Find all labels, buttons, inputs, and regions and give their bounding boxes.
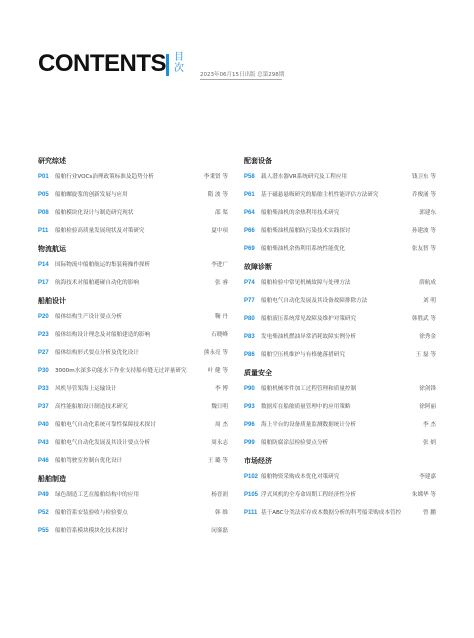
article-title: 船舶驾驶室控制台优化设计: [55, 458, 123, 464]
toc-entry[interactable]: [38, 490, 234, 500]
article-title: 船体结构设计理念及对船舶建造的影响: [55, 332, 151, 338]
article-author: 叶 健 等: [207, 368, 228, 374]
article-title: 船舶螺旋浆的创新发展与应用: [55, 192, 128, 198]
toc-entry[interactable]: [38, 330, 234, 340]
page-number: P93: [244, 404, 255, 410]
article-title: 海上平台的设备质量监测数据统计分析: [261, 422, 357, 428]
page-number: P43: [38, 440, 49, 446]
article-title: 航海技术对船舶避碰自动化的影响: [55, 280, 139, 286]
toc-entry[interactable]: [244, 472, 436, 482]
article-author: 乔俊涌 等: [411, 192, 436, 198]
article-title: 船舶液压系统常见故障及维护对策研究: [261, 316, 357, 322]
article-author: 王 磊 等: [415, 352, 436, 358]
toc-entry[interactable]: [38, 172, 234, 182]
page-number: P37: [38, 404, 49, 410]
issue-divider: [200, 79, 282, 80]
toc-entry[interactable]: [244, 244, 436, 254]
page-number: P08: [38, 210, 49, 216]
toc-entry[interactable]: [38, 312, 234, 322]
article-author: 李秉贤 等: [203, 174, 228, 180]
toc-entry[interactable]: [244, 402, 436, 412]
title-accent-bar: [166, 54, 169, 76]
article-title: 船舶管系模块模块化技术探讨: [55, 528, 128, 534]
toc-section: [244, 456, 436, 518]
article-author: 夏中项: [211, 228, 228, 234]
article-title: 国际物流中船舶航运的集装箱操作探析: [55, 262, 151, 268]
page-number: P55: [38, 528, 49, 534]
page-number: P80: [244, 316, 255, 322]
article-author: 张 炳: [423, 440, 436, 446]
toc-entry[interactable]: [38, 208, 234, 218]
page-number: P69: [244, 246, 255, 252]
section-title: 市场经济: [244, 457, 272, 465]
contents-header: [38, 50, 285, 82]
article-title: 浮式风机的全寿命周期工程经济性分析: [261, 492, 357, 498]
toc-entry[interactable]: [244, 208, 436, 218]
page-number: P58: [244, 174, 255, 180]
toc-entry[interactable]: [244, 384, 436, 394]
toc-entry[interactable]: [38, 190, 234, 200]
article-author: 徐阿丽: [419, 404, 436, 410]
toc-entry[interactable]: [244, 296, 436, 306]
article-title: 发电柴油机燃油异常消耗故障实例分析: [261, 334, 357, 340]
article-author: 张友智 等: [411, 246, 436, 252]
toc-section: [244, 368, 436, 448]
article-author: 钱卫东 等: [411, 174, 436, 180]
toc-entry[interactable]: [244, 314, 436, 324]
article-title: 船舶柴油机船舶防污染技术实践探讨: [261, 228, 351, 234]
article-title: 船体结构形式要点分析及优化设计: [55, 350, 139, 356]
article-title: 基于ABC分类法库存成本数据分析的科考船采购成本管控: [261, 510, 402, 516]
page-number: P49: [38, 492, 49, 498]
article-title: 数据库在船舶质量管理中的应用策略: [261, 404, 351, 410]
page-number: P40: [38, 422, 49, 428]
article-title: 基于磁悬悬吸研究的船舶主机性能评估方法研究: [261, 192, 379, 198]
page-number: P86: [244, 352, 255, 358]
page-number: P30: [38, 368, 49, 374]
article-author: 曾 鹏: [423, 510, 436, 516]
section-title: 船舶制造: [38, 475, 66, 483]
section-title: 船舶设计: [38, 297, 66, 305]
toc-section: [38, 244, 234, 288]
page-number: P46: [38, 458, 49, 464]
page-number: P01: [38, 174, 49, 180]
article-author: 张 睿: [215, 280, 228, 286]
article-title: 船舶模块化设计与制造研究现状: [55, 210, 134, 216]
section-title: 故障诊断: [244, 263, 272, 271]
page-number: P05: [38, 192, 49, 198]
article-author: 徐剑锋: [419, 386, 436, 392]
article-title: 船舶电气自动化系统可靠性保障技术探讨: [55, 422, 156, 428]
article-title: 载人潜水器VR系统研究及工程应用: [261, 174, 348, 180]
section-title: 物流航运: [38, 245, 66, 253]
article-title: 船舶机械零件加工过程管理和质量控制: [261, 386, 357, 392]
article-title: 船舶电气自动化发展及其设计要点分析: [55, 440, 151, 446]
toc-entry[interactable]: [244, 278, 436, 288]
page-number: P111: [244, 510, 258, 516]
toc-entry[interactable]: [38, 348, 234, 358]
article-author: 石晓峰: [211, 332, 228, 338]
toc-entry[interactable]: [38, 226, 234, 236]
page-number: P102: [244, 474, 259, 480]
toc-entry[interactable]: [38, 438, 234, 448]
page-number: P52: [38, 510, 49, 516]
page-number: P66: [244, 228, 255, 234]
toc-section: [38, 474, 234, 536]
page-number: P11: [38, 228, 49, 234]
article-title: 船舶行业VOCs治理政策标准及趋势分析: [55, 174, 154, 180]
page-number: P105: [244, 492, 259, 498]
toc-section: [38, 296, 234, 466]
article-title: 船舶物资采购成本优化对策研究: [261, 474, 340, 480]
article-author: 鞠 丹: [215, 314, 228, 320]
toc-entry[interactable]: [38, 526, 234, 536]
toc-left-column: [38, 156, 234, 544]
article-title: 船体结构生产设计要点分析: [55, 314, 123, 320]
toc-section: [38, 156, 234, 236]
article-title: 船舶检验中常见机械故障与处理方法: [261, 280, 351, 286]
article-author: 李 博: [215, 386, 228, 392]
section-title: 质量安全: [244, 369, 272, 377]
toc-section: [244, 262, 436, 360]
article-author: 魏日明: [211, 404, 228, 410]
article-author: 郭建东: [419, 210, 436, 216]
toc-entry[interactable]: [244, 190, 436, 200]
article-author: 韩胜武 等: [411, 316, 436, 322]
toc-entry[interactable]: [38, 366, 234, 376]
page-number: P77: [244, 298, 255, 304]
page-number: P90: [244, 386, 255, 392]
contents-title: CONTENTS: [38, 50, 166, 77]
article-title: 船舶柴油机的余热利用技术研究: [261, 210, 340, 216]
toc-entry[interactable]: [244, 226, 436, 236]
issue-info: 2023年06月15日出版 总第298期: [200, 72, 285, 78]
article-author: 周 杰: [215, 422, 228, 428]
page-number: P83: [244, 334, 255, 340]
article-author: 薛航成: [419, 280, 436, 286]
article-title: 高性能船舶设计制造技术研究: [55, 404, 128, 410]
article-title: 船舶电气自动化发展及其设备故障排除方法: [261, 298, 368, 304]
toc-entry[interactable]: [244, 332, 436, 342]
toc-entry[interactable]: [38, 420, 234, 430]
article-author: 李建嘉: [419, 474, 436, 480]
page-number: P99: [244, 440, 255, 446]
page-number: P96: [244, 422, 255, 428]
page-number: P20: [38, 314, 49, 320]
article-author: 孙建波 等: [411, 228, 436, 234]
page-number: P14: [38, 262, 49, 268]
toc-entry[interactable]: [38, 508, 234, 518]
article-author: 杨晋润: [211, 492, 228, 498]
page-number: P61: [244, 192, 255, 198]
article-author: 熊永亮 等: [203, 350, 228, 356]
article-author: 刘 明: [423, 298, 436, 304]
article-title: 船舶管系安装验收与检验要点: [55, 510, 128, 516]
article-author: 邵 渠: [215, 210, 228, 216]
toc-entry[interactable]: [244, 508, 436, 518]
toc-entry[interactable]: [244, 438, 436, 448]
toc-entry[interactable]: [244, 350, 436, 360]
toc-entry[interactable]: [38, 402, 234, 412]
article-author: 韩 维: [215, 510, 228, 516]
article-author: 周永志: [211, 440, 228, 446]
article-author: 李 杰: [423, 422, 436, 428]
toc-entry[interactable]: [38, 384, 234, 394]
page-number: P27: [38, 350, 49, 356]
toc-section: [244, 156, 436, 254]
toc-entry[interactable]: [38, 456, 234, 466]
article-author: 王 璐 等: [207, 458, 228, 464]
article-author: 闵銮磊: [211, 528, 228, 534]
toc-entry[interactable]: [38, 260, 234, 270]
section-title: 配套设备: [244, 157, 272, 165]
article-title: 船舶空压机维护与有格驰落措研究: [261, 352, 345, 358]
toc-right-column: [244, 156, 436, 526]
toc-entry[interactable]: [244, 420, 436, 430]
page-number: P23: [38, 332, 49, 338]
page-number: P17: [38, 280, 49, 286]
article-author: 徐秀金: [419, 334, 436, 340]
page-number: P74: [244, 280, 255, 286]
toc-entry[interactable]: [244, 172, 436, 182]
article-title: 风机导管架海上运输设计: [55, 386, 117, 392]
article-title: 3000m水深多功能水下作业支持船有缝无过评量研究: [55, 368, 187, 374]
article-title: 船舶防腐涂层检验要点分析: [261, 440, 329, 446]
article-title: 船舶检验高质量发展现状及对策研究: [55, 228, 145, 234]
page-number: P64: [244, 210, 255, 216]
article-author: 隋 波 等: [207, 192, 228, 198]
cn-contents-title: 目次: [174, 52, 184, 74]
section-title: 研究综述: [38, 157, 66, 165]
article-title: 船舶柴油机余热利用系统性能优化: [261, 246, 345, 252]
toc-entry[interactable]: [244, 490, 436, 500]
article-author: 李进广: [211, 262, 228, 268]
article-author: 朱嫦华 等: [411, 492, 436, 498]
toc-entry[interactable]: [38, 278, 234, 288]
article-title: 绿色制造工艺在船舶结构中的应用: [55, 492, 139, 498]
page-number: P33: [38, 386, 49, 392]
